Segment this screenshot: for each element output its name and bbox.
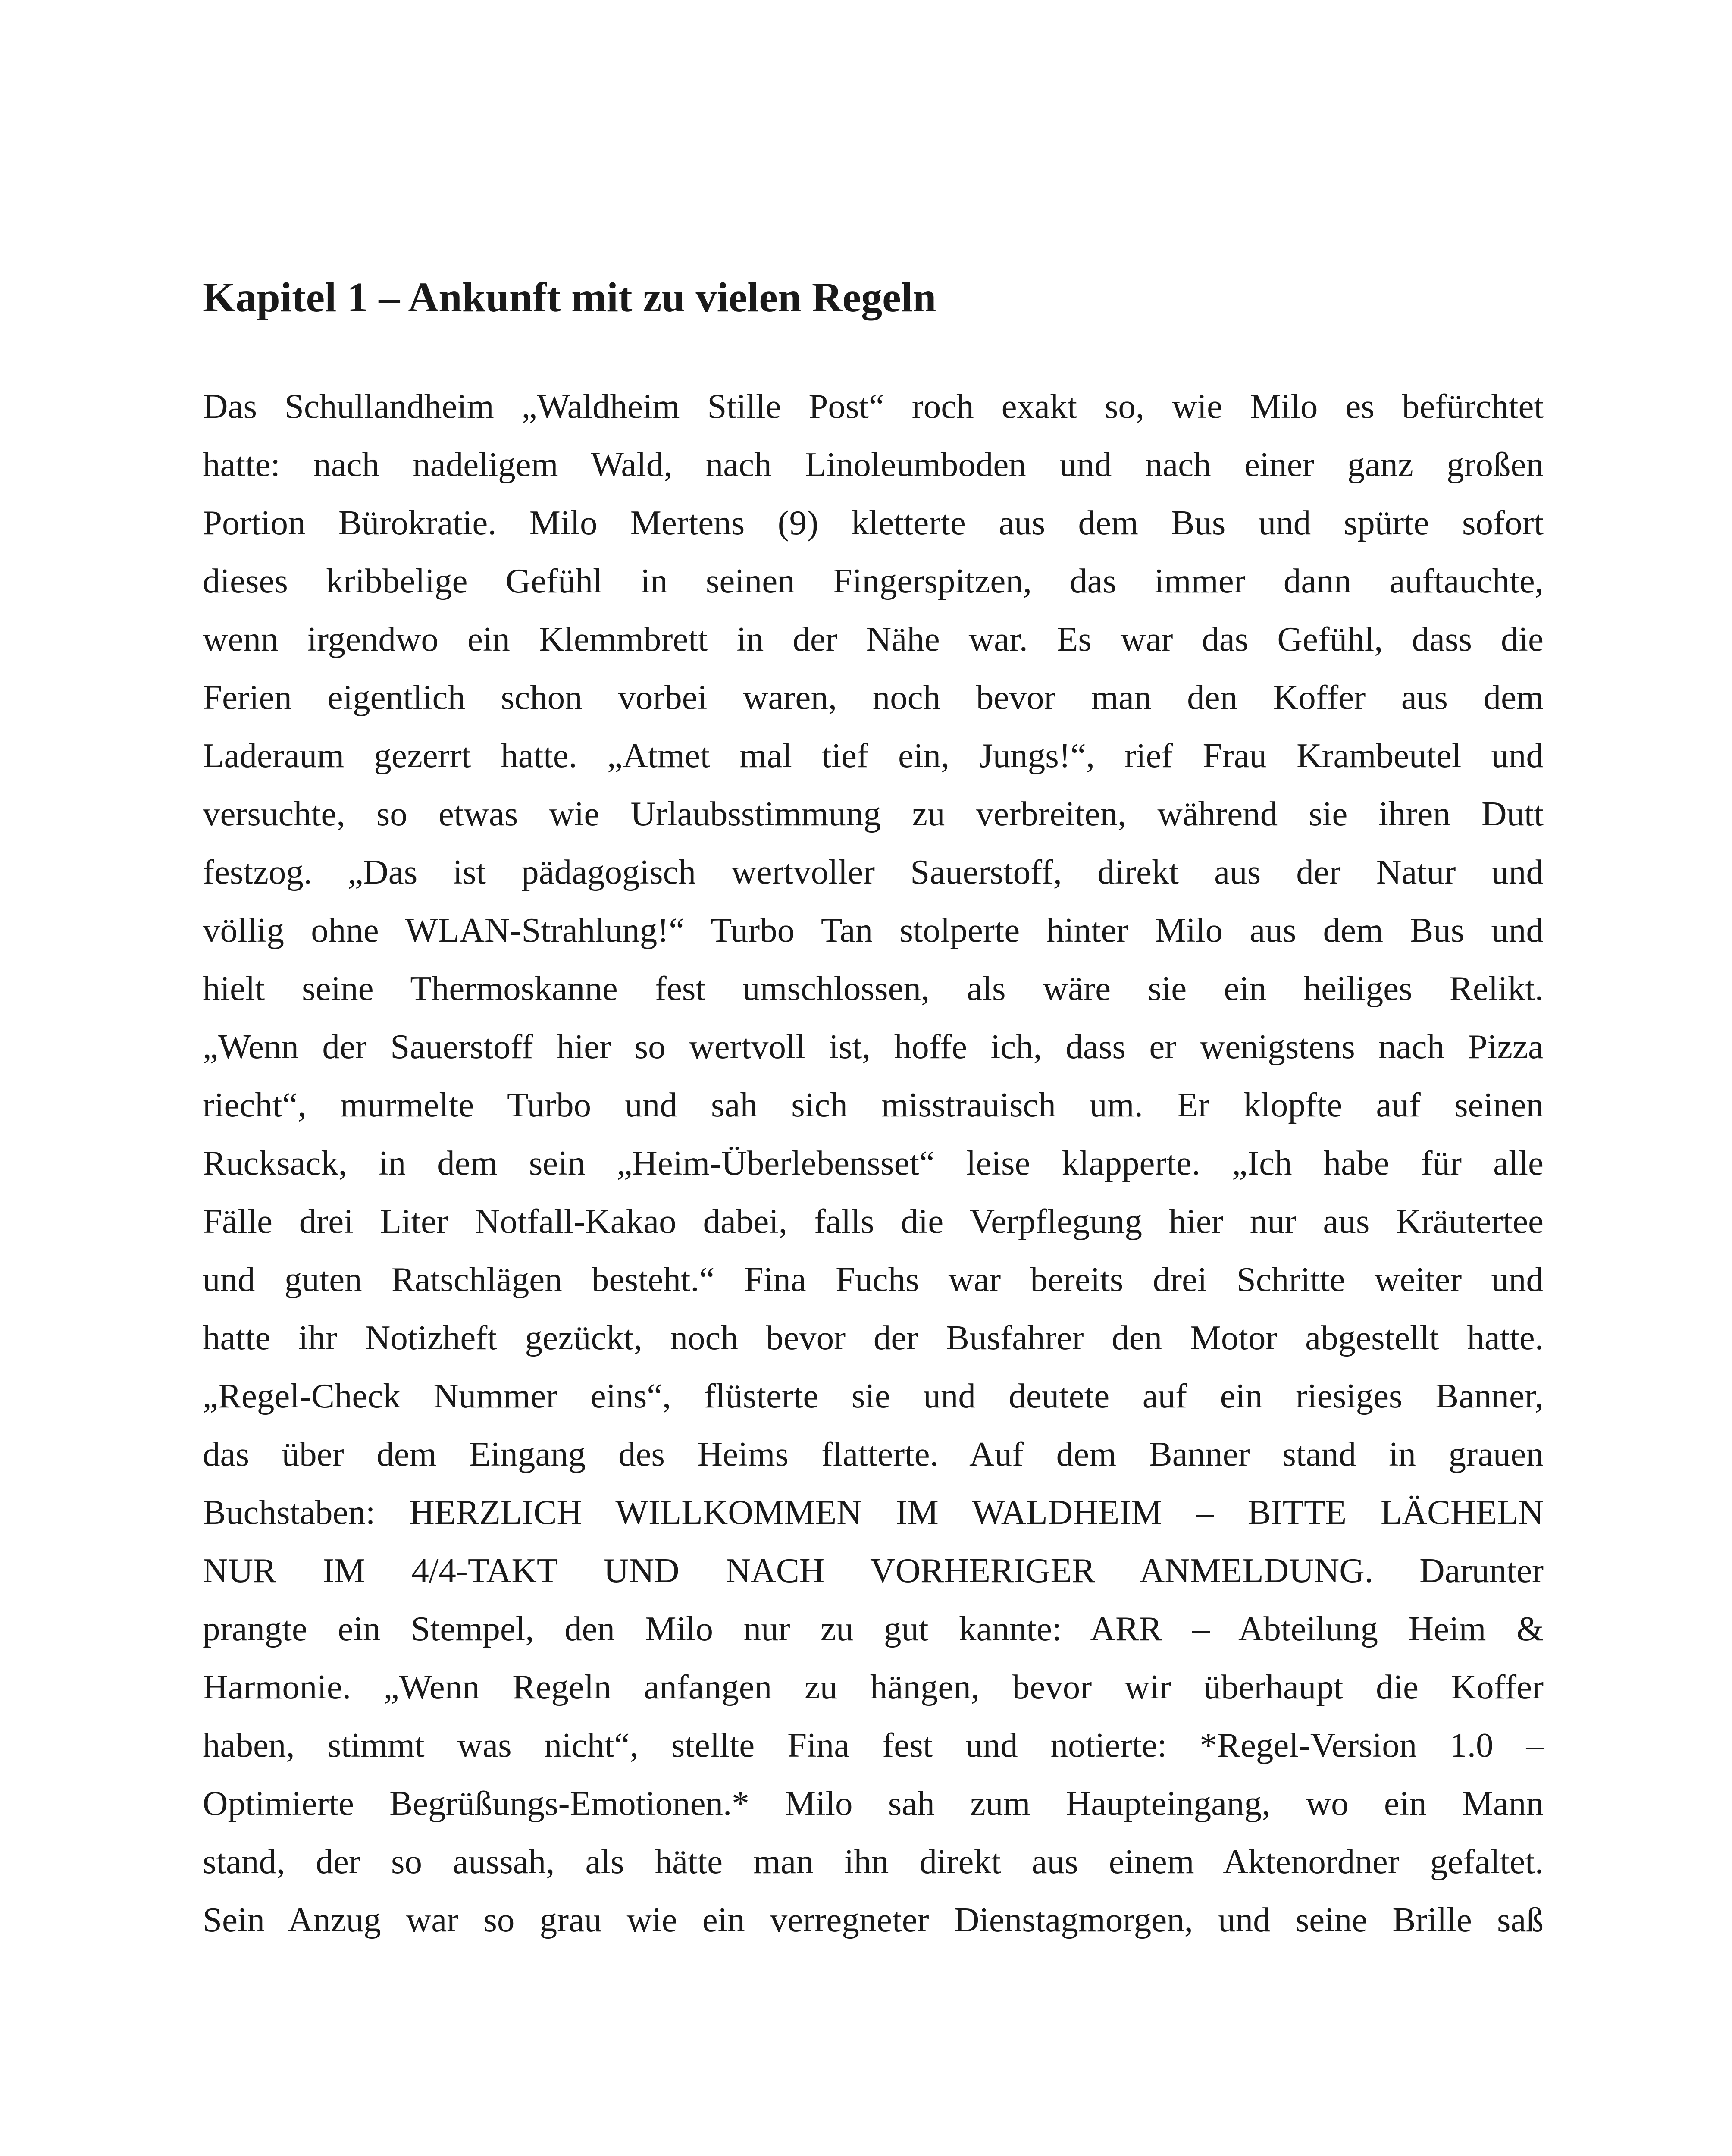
chapter-title: Kapitel 1 – Ankunft mit zu vielen Regeln — [203, 274, 936, 321]
body-line: und guten Ratschlägen besteht.“ Fina Fuchs war bereits drei Schritte weiter und — [203, 1260, 1544, 1299]
body-line: Rucksack, in dem sein „Heim-Überlebensset“ leise klapperte. „Ich habe für alle — [203, 1144, 1544, 1182]
body-line: hatte ihr Notizheft gezückt, noch bevor der Busfahrer den Motor abgestellt hatte. — [203, 1318, 1544, 1357]
body-line: riecht“, murmelte Turbo und sah sich misstrauisch um. Er klopfte auf seinen — [203, 1085, 1544, 1124]
body-line: dieses kribbelige Gefühl in seinen Fingerspitzen, das immer dann auftauchte, — [203, 561, 1544, 600]
body-line: versuchte, so etwas wie Urlaubsstimmung zu verbreiten, während sie ihren Dutt — [203, 794, 1544, 833]
body-line: Fälle drei Liter Notfall-Kakao dabei, falls die Verpflegung hier nur aus Kräutertee — [203, 1202, 1544, 1241]
body-line: hatte: nach nadeligem Wald, nach Linoleumboden und nach einer ganz großen — [203, 445, 1544, 484]
body-line: Portion Bürokratie. Milo Mertens (9) kletterte aus dem Bus und spürte sofort — [203, 503, 1544, 542]
body-line: völlig ohne WLAN-Strahlung!“ Turbo Tan stolperte hinter Milo aus dem Bus und — [203, 911, 1544, 950]
body-line: „Regel-Check Nummer eins“, flüsterte sie und deutete auf ein riesiges Banner, — [203, 1376, 1544, 1415]
body-line: prangte ein Stempel, den Milo nur zu gut kannte: ARR – Abteilung Heim & — [203, 1609, 1544, 1648]
body-line: Optimierte Begrüßungs-Emotionen.* Milo sah zum Haupteingang, wo ein Mann — [203, 1784, 1544, 1823]
body-line: Laderaum gezerrt hatte. „Atmet mal tief ein, Jungs!“, rief Frau Krambeutel und — [203, 736, 1544, 775]
body-line: hielt seine Thermoskanne fest umschlossen, als wäre sie ein heiliges Relikt. — [203, 969, 1544, 1008]
body-line: das über dem Eingang des Heims flatterte. Auf dem Banner stand in grauen — [203, 1435, 1544, 1473]
body-line: NUR IM 4/4-TAKT UND NACH VORHERIGER ANMELDUNG. Darunter — [203, 1551, 1544, 1590]
body-line: haben, stimmt was nicht“, stellte Fina fest und notierte: *Regel-Version 1.0 – — [203, 1726, 1544, 1764]
body-line: stand, der so aussah, als hätte man ihn direkt aus einem Aktenordner gefaltet. — [203, 1842, 1544, 1881]
body-line: Sein Anzug war so grau wie ein verregneter Dienstagmorgen, und seine Brille saß — [203, 1900, 1544, 1939]
body-line: festzog. „Das ist pädagogisch wertvoller Sauerstoff, direkt aus der Natur und — [203, 852, 1544, 891]
body-line: wenn irgendwo ein Klemmbrett in der Nähe war. Es war das Gefühl, dass die — [203, 620, 1544, 658]
body-line: „Wenn der Sauerstoff hier so wertvoll ist, hoffe ich, dass er wenigstens nach Pizza — [203, 1027, 1544, 1066]
body-line: Buchstaben: HERZLICH WILLKOMMEN IM WALDHEIM – BITTE LÄCHELN — [203, 1493, 1544, 1532]
body-line: Harmonie. „Wenn Regeln anfangen zu hängen, bevor wir überhaupt die Koffer — [203, 1667, 1544, 1706]
chapter-body — [203, 377, 1544, 1949]
body-line: Ferien eigentlich schon vorbei waren, noch bevor man den Koffer aus dem — [203, 678, 1544, 717]
body-line: Das Schullandheim „Waldheim Stille Post“ roch exakt so, wie Milo es befürchtet — [203, 387, 1544, 426]
